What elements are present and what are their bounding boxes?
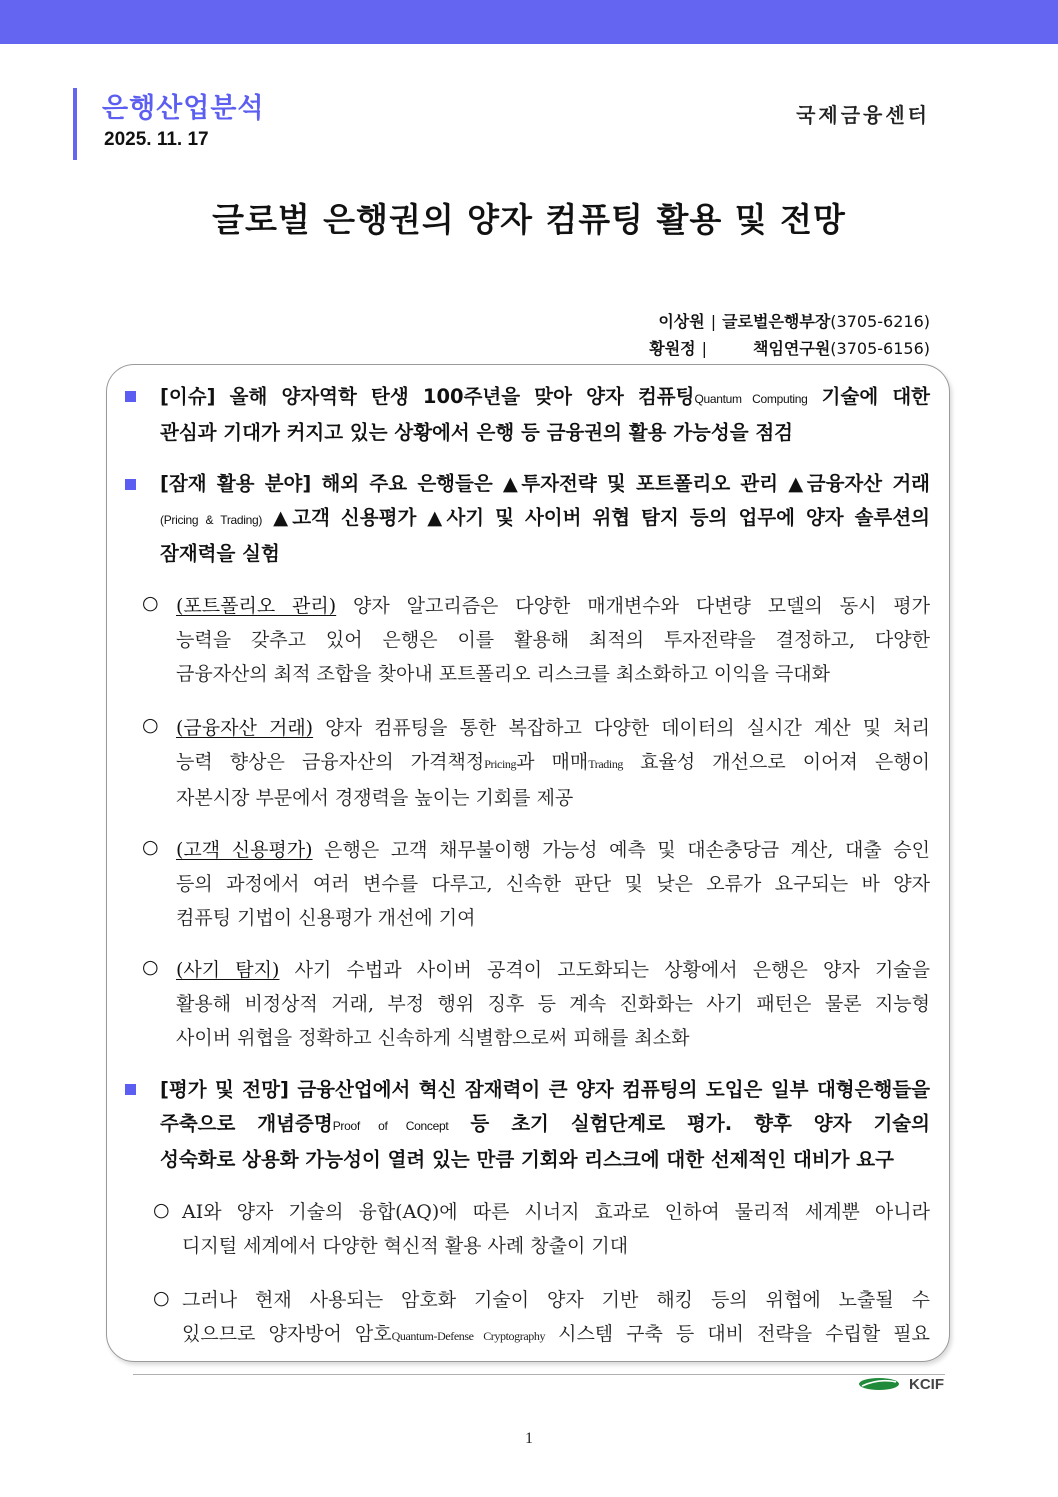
author-name: 황원정 bbox=[649, 339, 696, 358]
organization-name: 국제금융센터 bbox=[796, 103, 930, 127]
author-block bbox=[649, 308, 930, 362]
author-separator: | bbox=[710, 312, 717, 331]
sub-item-cryptography: 그러나 현재 사용되는 암호화 기술이 양자 기반 해킹 등의 위협에 노출될 수 있으므로 양자방어 암호Quantum-Defense Cryptography 시스템 구축 등 대비 전략을 수립할 필요 bbox=[182, 1289, 930, 1345]
sub-item-heading: (사기 탐지) bbox=[176, 959, 280, 981]
sub-item-heading: (포트폴리오 관리) bbox=[176, 595, 337, 617]
square-bullet-icon bbox=[125, 391, 136, 402]
circle-bullet-icon: ○ bbox=[153, 1199, 170, 1221]
circle-bullet-icon: ○ bbox=[142, 714, 159, 736]
square-bullet-icon bbox=[125, 479, 136, 490]
footer-divider bbox=[133, 1374, 945, 1375]
author-phone: (3705-6216) bbox=[830, 312, 930, 331]
author-separator: | bbox=[701, 339, 708, 358]
summary-bullet-outlook: [평가 및 전망] 금융산업에서 혁신 잠재력이 큰 양자 컴퓨팅의 도입은 일부 대형은행들을 주축으로 개념증명Proof of Concept 등 초기 실험단계로 평가. 향후 양자 기술의 성숙화로 상용화 가능성이 열려 있는 만큼 기회와 리스크에 대한 선제적인 대비가 요구 bbox=[160, 1078, 930, 1171]
section-accent-bar bbox=[73, 88, 77, 160]
sub-item-portfolio: (포트폴리오 관리) 양자 알고리즘은 다양한 매개변수와 다변량 모델의 동시 평가 능력을 갖추고 있어 은행은 이를 활용해 최적의 투자전략을 결정하고, 다양한 금융자산의 최적 조합을 찾아내 포트폴리오 리스크를 최소화하고 이익을 극대화 bbox=[176, 595, 931, 685]
author-row bbox=[649, 335, 930, 362]
author-role: 책임연구원 bbox=[753, 339, 831, 358]
sub-item-credit: (고객 신용평가) 은행은 고객 채무불이행 가능성 예측 및 대손충당금 계산, 대출 승인 등의 과정에서 여러 변수를 다루고, 신속한 판단 및 낮은 오류가 요구되는 바 양자 컴퓨팅 기법이 신용평가 개선에 기여 bbox=[176, 839, 930, 929]
author-name: 이상원 bbox=[658, 312, 705, 331]
sub-item-trading: (금융자산 거래) 양자 컴퓨팅을 통한 복잡하고 다양한 데이터의 실시간 계산 및 처리 능력 향상은 금융자산의 가격책정Pricing과 매매Trading 효율성 개선으로 이어져 은행이 자본시장 부문에서 경쟁력을 높이는 기회를 제공 bbox=[176, 717, 930, 809]
page-number: 1 bbox=[525, 1430, 533, 1447]
circle-bullet-icon: ○ bbox=[142, 956, 159, 978]
summary-bullet-applications: [잠재 활용 분야] 해외 주요 은행들은 ▲투자전략 및 포트폴리오 관리 ▲금융자산 거래 (Pricing & Trading) ▲고객 신용평가 ▲사기 및 사이버 위협 탐지 등의 업무에 양자 솔루션의 잠재력을 실험 bbox=[160, 472, 930, 565]
page-title: 글로벌 은행권의 양자 컴퓨팅 활용 및 전망 bbox=[212, 200, 846, 239]
sub-item-heading: (고객 신용평가) bbox=[176, 839, 313, 861]
circle-bullet-icon: ○ bbox=[142, 836, 159, 858]
author-row bbox=[649, 308, 930, 335]
top-color-band bbox=[0, 0, 1058, 44]
sub-item-ai-quantum: AI와 양자 기술의 융합(AQ)에 따른 시너지 효과로 인하여 물리적 세계뿐 아니라 디지털 세계에서 다양한 혁신적 활용 사례 창출이 기대 bbox=[182, 1201, 930, 1257]
section-title: 은행산업분석 bbox=[102, 93, 265, 124]
sub-item-heading: (금융자산 거래) bbox=[176, 717, 314, 739]
report-date: 2025. 11. 17 bbox=[104, 129, 209, 150]
summary-bullet-issue: [이슈] 올해 양자역학 탄생 100주년을 맞아 양자 컴퓨팅Quantum Computing 기술에 대한 관심과 기대가 커지고 있는 상황에서 은행 등 금융권의 활용 가능성을 점검 bbox=[160, 385, 931, 444]
author-phone: (3705-6156) bbox=[830, 339, 930, 358]
circle-bullet-icon: ○ bbox=[153, 1287, 170, 1309]
kcif-logo-text: KCIF bbox=[909, 1376, 944, 1393]
square-bullet-icon bbox=[125, 1084, 136, 1095]
sub-item-fraud: (사기 탐지) 사기 수법과 사이버 공격이 고도화되는 상황에서 은행은 양자 기술을 활용해 비정상적 거래, 부정 행위 징후 등 계속 진화화는 사기 패턴은 물론 지능형 사이버 위협을 정확하고 신속하게 식별함으로써 피해를 최소화 bbox=[176, 959, 931, 1049]
author-role: 글로벌은행부장 bbox=[722, 312, 831, 331]
circle-bullet-icon: ○ bbox=[142, 592, 159, 614]
kcif-logo-icon bbox=[858, 1377, 900, 1391]
